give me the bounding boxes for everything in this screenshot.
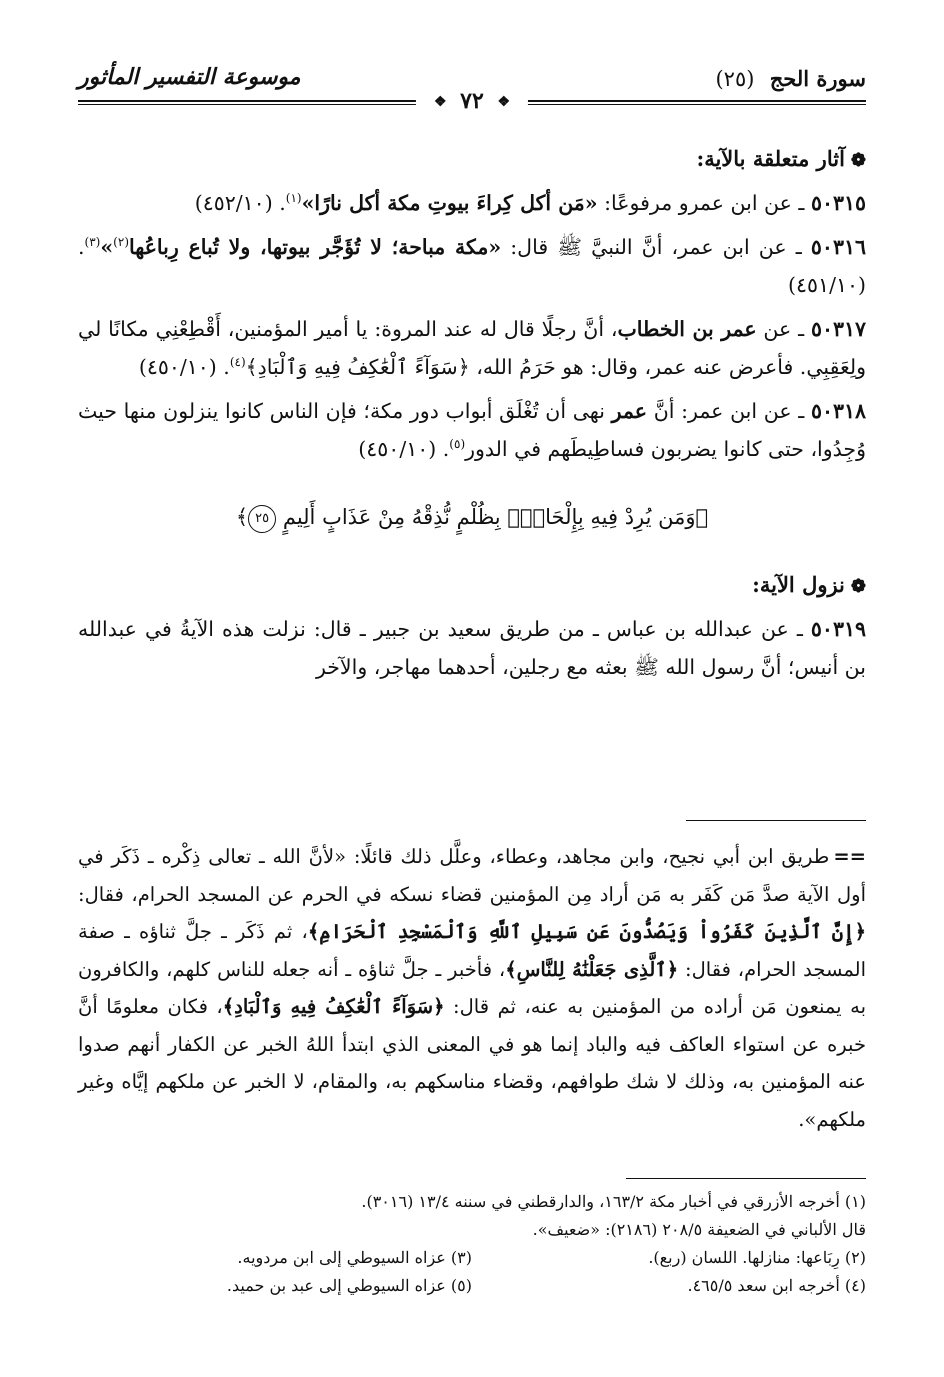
narration-entry	[78, 392, 866, 468]
continuation-mark: ==	[833, 845, 866, 868]
page-number: ٧٢	[460, 88, 484, 114]
section-heading-text: آثار متعلقة بالآية:	[696, 146, 845, 171]
quran-verse	[78, 498, 866, 536]
narration-entry	[78, 228, 866, 304]
entry-text: ، أنَّ رجلًا قال له عند المروة: يا أمير المؤمنين، أَقْطِعْنِي مكانًا لي ولِعَقِبِي. فأعرض عنه عمر، وقال: هو حَرَمُ الله، ﴿سَوَآءً ٱلْعَٰكِفُ فِيهِ وَٱلْبَادِ﴾	[78, 317, 866, 379]
entry-text: .	[436, 437, 450, 461]
volume-reference: (٤٥٢/١٠)	[194, 191, 273, 215]
entry-text: ـ عن ابن عمرو مرفوعًا:	[597, 191, 805, 215]
flower-icon: ❁	[850, 150, 866, 171]
entry-text: ـ عن ابن عمر، أنَّ النبيَّ ﷺ قال:	[501, 235, 802, 259]
entry-number: ٥٠٣١٦	[810, 235, 866, 259]
note-verse: ﴿إِنَّ ٱلَّذِينَ كَفَرُواْ وَيَصُدُّونَ عَن سَبِيلِ ٱللَّهِ وَٱلْمَسْجِدِ ٱلْحَرَامِ﴾	[307, 920, 866, 943]
verse-number-marker: ٢٥	[248, 505, 276, 533]
entry-number: ٥٠٣١٥	[810, 191, 866, 215]
narration-entry	[78, 310, 866, 386]
note-verse: ﴿سَوَآءً ٱلْعَٰكِفُ فِيهِ وَٱلْبَادِ﴾	[222, 995, 445, 1018]
footnote-3: (٣) عزاه السيوطي إلى ابن مردويه.	[237, 1248, 472, 1267]
entry-number: ٥٠٣١٨	[810, 399, 866, 423]
volume-reference: (٤٥١/١٠)	[788, 273, 866, 297]
footnote-marker[interactable]: (٥)	[449, 437, 466, 452]
footnote-2: (٢) رِبَاعها: منازلها. اللسان (ربع).	[648, 1248, 866, 1267]
narration-entry	[78, 610, 866, 686]
verse-close: ﴾	[235, 505, 249, 529]
note-text: ، فكان معلومًا أنَّ خبره عن استواء العاكف فيه والباد إنما هو في المعنى الذي ابتدأ اللهُ الخبر عن الكفار أنهم صدوا عنه المؤمنين به، وذلك لا شك طوافهم، وقضاء مناسكهم به، والمقام، لا الخبر عن ملكهم إيَّاه وغير ملكهم».	[78, 995, 866, 1131]
entry-number: ٥٠٣١٧	[810, 317, 866, 341]
footnote-row	[78, 1244, 866, 1272]
footnote-row	[78, 1272, 866, 1300]
entry-text: ـ عن	[756, 317, 805, 341]
footnote-5: (٥) عزاه السيوطي إلى عبد بن حميد.	[226, 1276, 472, 1295]
entry-number: ٥٠٣١٩	[810, 617, 866, 641]
continued-note	[78, 838, 866, 1138]
surah-name: سورة الحج	[769, 66, 866, 91]
entry-quote: «مكة مباحة؛ لا تُؤَجَّر بيوتها، ولا تُباع رِباعُها	[129, 235, 502, 259]
narrator-name: عمر بن الخطاب	[617, 317, 757, 341]
footnote-marker[interactable]: (٤)	[229, 355, 246, 370]
narrator-name: عمر	[611, 399, 648, 423]
section-heading	[78, 566, 866, 606]
entry-quote: «مَن أكل كِراءَ بيوتِ مكة أكل نارًا»	[301, 191, 598, 215]
footnotes	[78, 1188, 866, 1300]
verse-text: ﴿وَمَن يُرِدْ فِيهِ بِإِلْحَادِۭ بِظُلْمٍ نُّذِقْهُ مِنْ عَذَابٍ أَلِيمٍ	[282, 505, 709, 529]
note-text: ، ثم ذَكَر ـ جلَّ ثناؤه ـ صفة المسجد الحرام، فقال:	[78, 920, 867, 981]
section-heading-text: نزول الآية:	[752, 572, 845, 597]
entry-text: .	[272, 191, 286, 215]
entry-quote-end: »	[100, 235, 114, 259]
narration-entry	[78, 184, 866, 222]
volume-reference: (٤٥٠/١٠)	[138, 355, 217, 379]
note-text: طريق ابن أبي نجيح، وابن مجاهد، وعطاء، وعلَّل ذلك قائلًا: «لأنَّ الله ـ تعالى ذِكْره ـ ذَكَر في أول الآية صدَّ مَن كَفَر به مَن أراد مِن المؤمنين قضاء نسكه في الحرم عن المسجد الحرام، فقال:	[78, 845, 866, 906]
entry-text: ـ عن عبدالله بن عباس ـ من طريق سعيد بن جبير ـ قال: نزلت هذه الآيةُ في عبدالله بن أنيس؛ أنَّ رسول الله ﷺ بعثه مع رجلين، أحدهما مهاجر، والآخر	[78, 617, 866, 679]
page-number-box	[416, 88, 528, 114]
entry-text: نهى أن تُغْلَق أبواب دور مكة؛ فإن الناس كانوا ينزلون منها حيث وُجِدُوا، حتى كانوا يضربون فساطِيطَهم في الدور	[78, 399, 866, 461]
entry-text: .	[216, 355, 230, 379]
footnote-1: (١) أخرجه الأزرقي في أخبار مكة ١٦٣/٢، والدارقطني في سننه ١٣/٤ (٣٠١٦).	[361, 1192, 866, 1211]
main-content	[78, 140, 866, 692]
note-text: ، فأخبر ـ جلَّ ثناؤه ـ أنه جعله للناس كلهم، والكافرون به يمنعون مَن أراده من المؤمنين به عنه، ثم قال:	[78, 957, 866, 1018]
notes-separator	[686, 820, 866, 821]
footnote-4: (٤) أخرجه ابن سعد ٤٦٥/٥.	[687, 1276, 866, 1295]
footnote-marker[interactable]: (٣)	[84, 235, 101, 250]
footnote-marker[interactable]: (١)	[285, 191, 302, 206]
page-header	[78, 58, 866, 114]
ornament-icon: ❖	[497, 94, 511, 110]
entry-text: .	[78, 235, 85, 259]
section-heading	[78, 140, 866, 180]
footnote-1-cont: قال الألباني في الضعيفة ٢٠٨/٥ (٢١٨٦): «ضعيف».	[532, 1220, 866, 1239]
ornament-icon: ❖	[433, 94, 447, 110]
flower-icon: ❁	[850, 576, 866, 597]
surah-title	[715, 66, 866, 91]
footnote-marker[interactable]: (٢)	[113, 235, 129, 250]
footnote-separator	[626, 1178, 866, 1179]
verse-ref: (٢٥)	[715, 67, 755, 91]
book-title: موسوعة التفسير المأثور	[78, 64, 301, 90]
entry-text: ـ عن ابن عمر: أنَّ	[647, 399, 805, 423]
volume-reference: (٤٥٠/١٠)	[358, 437, 437, 461]
note-verse: ﴿ٱلَّذِى جَعَلْنَٰهُ لِلنَّاسِ﴾	[505, 957, 679, 981]
